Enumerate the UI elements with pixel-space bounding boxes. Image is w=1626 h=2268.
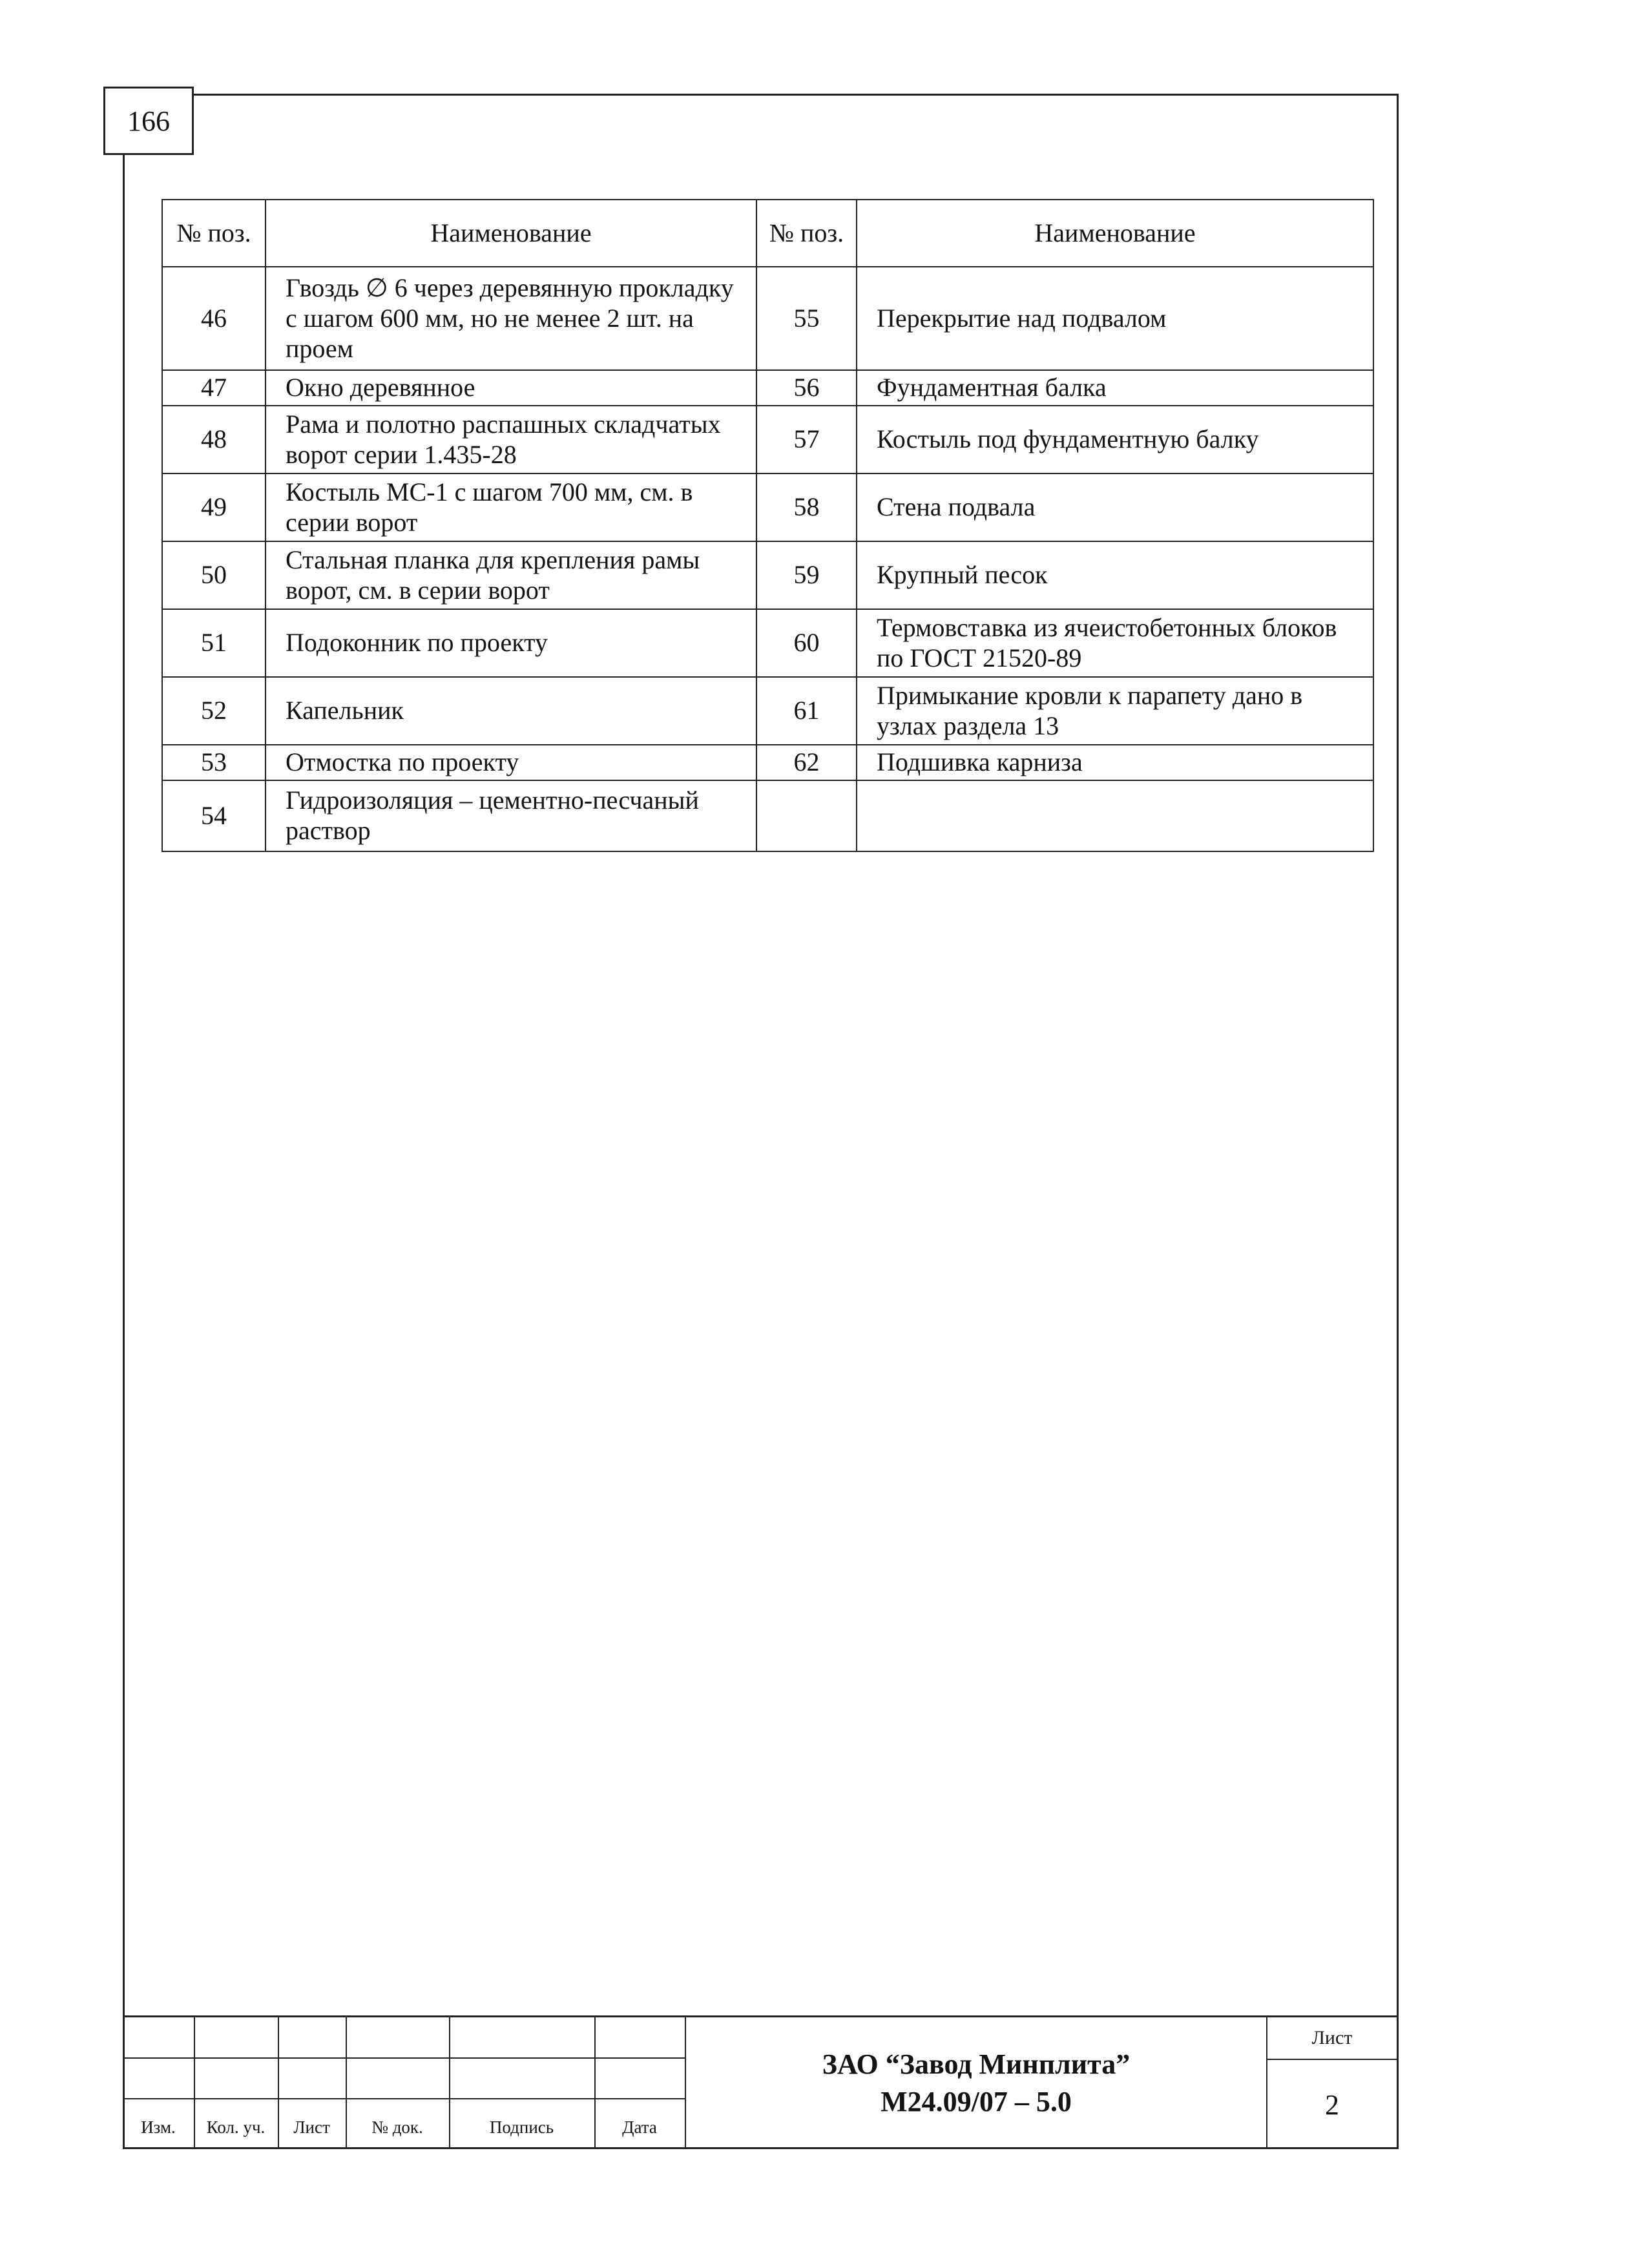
legend-row <box>162 677 1373 745</box>
pos-left-cell: 52 <box>162 677 266 745</box>
name-left-cell: Костыль МС-1 с шагом 700 мм, см. в серии ворот <box>266 473 756 541</box>
legend-row <box>162 780 1373 851</box>
header-pos-left: № поз. <box>162 200 266 267</box>
name-left-cell: Подоконник по проекту <box>266 609 756 677</box>
name-right-cell <box>857 780 1373 851</box>
name-left-cell: Гидроизоляция – цементно-песчаный раствор <box>266 780 756 851</box>
pos-left-cell: 49 <box>162 473 266 541</box>
pos-left-cell: 46 <box>162 267 266 370</box>
header-name-left: Наименование <box>266 200 756 267</box>
pos-right-cell: 56 <box>756 370 857 406</box>
legend-row <box>162 745 1373 780</box>
pos-left-cell: 51 <box>162 609 266 677</box>
legend-row <box>162 609 1373 677</box>
header-name-right: Наименование <box>857 200 1373 267</box>
name-right-cell: Термовставка из ячеистобетонных блоков по ГОСТ 21520-89 <box>857 609 1373 677</box>
pos-left-cell: 48 <box>162 406 266 473</box>
name-right-cell: Фундаментная балка <box>857 370 1373 406</box>
name-right-cell: Подшивка карниза <box>857 745 1373 780</box>
page-number: 166 <box>127 105 170 137</box>
sheet-box <box>1266 2017 1397 2149</box>
pos-left-cell: 53 <box>162 745 266 780</box>
legend-row <box>162 406 1373 473</box>
name-right-cell: Костыль под фундаментную балку <box>857 406 1373 473</box>
company-block <box>685 2017 1266 2149</box>
sheet-label: Лист <box>1267 2017 1397 2060</box>
pos-right-cell <box>756 780 857 851</box>
pos-right-cell: 61 <box>756 677 857 745</box>
pos-right-cell: 60 <box>756 609 857 677</box>
name-left-cell: Гвоздь ∅ 6 через деревянную прокладку с шагом 600 мм, но не менее 2 шт. на проем <box>266 267 756 370</box>
legend-row <box>162 267 1373 370</box>
name-left-cell: Стальная планка для крепления рамы ворот, см. в серии ворот <box>266 541 756 609</box>
grid-line <box>123 2057 685 2059</box>
pos-right-cell: 59 <box>756 541 857 609</box>
name-left-cell: Отмостка по проекту <box>266 745 756 780</box>
pos-right-cell: 55 <box>756 267 857 370</box>
name-right-cell: Примыкание кровли к парапету дано в узлах раздела 13 <box>857 677 1373 745</box>
name-left-cell: Рама и полотно распашных складчатых ворот серии 1.435-28 <box>266 406 756 473</box>
pos-right-cell: 57 <box>756 406 857 473</box>
document-code: М24.09/07 – 5.0 <box>881 2086 1072 2117</box>
pos-left-cell: 47 <box>162 370 266 406</box>
page-number-box <box>103 87 194 155</box>
revision-grid <box>123 2017 685 2149</box>
pos-left-cell: 50 <box>162 541 266 609</box>
col-signature: Подпись <box>489 2117 554 2137</box>
col-list: Лист <box>293 2117 330 2137</box>
pos-left-cell: 54 <box>162 780 266 851</box>
legend-row <box>162 473 1373 541</box>
col-kol-uch: Кол. уч. <box>206 2117 266 2137</box>
legend-row <box>162 370 1373 406</box>
name-left-cell: Капельник <box>266 677 756 745</box>
pos-right-cell: 62 <box>756 745 857 780</box>
name-right-cell: Перекрытие над подвалом <box>857 267 1373 370</box>
name-right-cell: Стена подвала <box>857 473 1373 541</box>
company-name: ЗАО “Завод Минплита” <box>822 2048 1131 2080</box>
grid-line <box>123 2098 685 2099</box>
col-doc-no: № док. <box>371 2117 423 2137</box>
legend-table <box>162 199 1374 852</box>
legend-body <box>162 267 1373 851</box>
pos-right-cell: 58 <box>756 473 857 541</box>
name-left-cell: Окно деревянное <box>266 370 756 406</box>
sheet-number: 2 <box>1325 2088 1339 2121</box>
col-izm: Изм. <box>141 2117 176 2137</box>
col-date: Дата <box>622 2117 657 2137</box>
header-pos-right: № поз. <box>756 200 857 267</box>
name-right-cell: Крупный песок <box>857 541 1373 609</box>
legend-header-row <box>162 200 1373 267</box>
legend-row <box>162 541 1373 609</box>
title-block <box>123 2015 1399 2149</box>
